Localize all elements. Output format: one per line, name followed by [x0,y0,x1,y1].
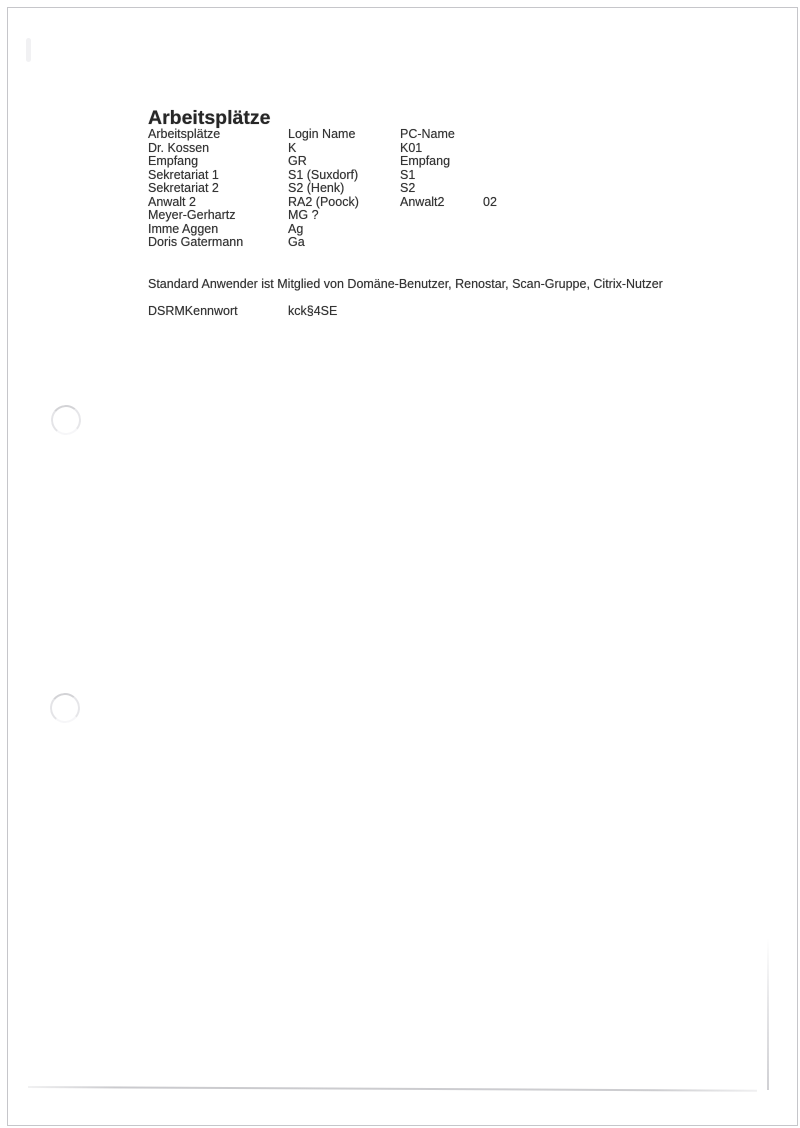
table-row [148,236,543,250]
workstation-cell: Empfang [148,154,199,168]
table-row [148,196,543,210]
login-cell: Ga [288,235,305,249]
workstation-cell: Doris Gatermann [148,235,244,249]
column-header-login-name: Login Name [288,127,356,141]
extra-cell [483,223,543,237]
extra-cell [483,182,543,196]
login-cell: RA2 (Poock) [288,194,359,209]
workstation-cell: Dr. Kossen [148,140,210,155]
column-header-arbeitsplaetze: Arbeitsplätze [148,127,221,141]
login-cell: MG ? [288,208,319,222]
workstation-cell: Sekretariat 2 [148,181,219,195]
extra-cell: 02 [483,194,497,209]
paper-right-edge [767,938,769,1090]
pc-cell [400,223,483,237]
table-row [148,169,543,183]
workstation-table [148,128,543,250]
pc-cell: S1 [400,167,416,182]
extra-cell [483,169,543,183]
pc-cell: S2 [400,181,416,195]
table-row [148,223,543,237]
extra-cell [483,209,543,223]
login-cell: GR [288,154,307,168]
login-cell: Ag [288,221,304,236]
page-title: Arbeitsplätze [148,107,271,130]
login-cell: S2 (Henk) [288,181,345,195]
table-row [148,142,543,156]
dsrm-password-value: kck§4SE [288,304,338,318]
workstation-cell: Anwalt 2 [148,194,196,209]
table-row [148,155,543,169]
pc-cell: K01 [400,140,423,155]
column-header-extra [483,128,543,142]
dsrm-password-row [148,305,337,319]
workstation-cell: Sekretariat 1 [148,167,219,182]
scan-artifact-smudge [26,38,31,62]
table-header-row [148,128,543,142]
login-cell: K [288,140,297,155]
pc-cell [400,236,483,250]
extra-cell [483,155,543,169]
pc-cell: Anwalt2 [400,194,445,209]
group-membership-note: Standard Anwender ist Mitglied von Domäne-Benutzer, Renostar, Scan-Gruppe, Citrix-Nutzer [148,277,663,291]
extra-cell [483,236,543,250]
table-row [148,209,543,223]
column-header-pc-name: PC-Name [400,127,455,141]
pc-cell [400,209,483,223]
dsrm-password-label: DSRMKennwort [148,304,238,318]
workstation-cell: Meyer-Gerhartz [148,208,236,222]
login-cell: S1 (Suxdorf) [288,167,359,182]
pc-cell: Empfang [400,154,451,168]
table-row [148,182,543,196]
extra-cell [483,142,543,156]
workstation-cell: Imme Aggen [148,221,219,236]
